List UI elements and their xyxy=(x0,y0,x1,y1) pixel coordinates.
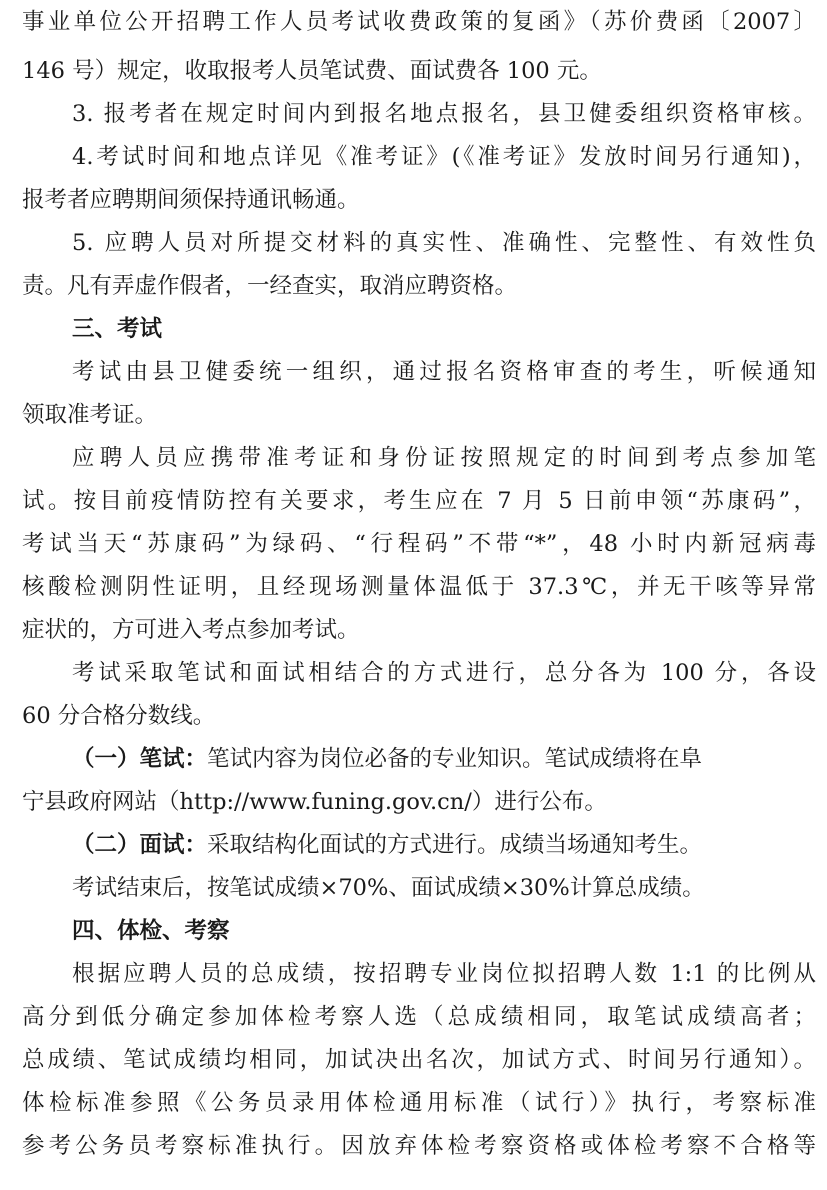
paragraph-line: 高分到低分确定参加体检考察人选（总成绩相同，取笔试成绩高者； xyxy=(22,1004,816,1030)
paragraph-line: 责。凡有弄虚作假者，一经查实，取消应聘资格。 xyxy=(22,273,518,299)
paragraph-line: 5. 应聘人员对所提交材料的真实性、准确性、完整性、有效性负 xyxy=(72,230,816,256)
paragraph-text: 笔试内容为岗位必备的专业知识。笔试成绩将在阜 xyxy=(207,746,703,772)
paragraph-line xyxy=(72,743,816,775)
paragraph-line: 宁县政府网站（http://www.funing.gov.cn/）进行公布。 xyxy=(22,789,607,815)
subsection-label: （一）笔试： xyxy=(72,746,208,772)
paragraph-line: 报考者应聘期间须保持通讯畅通。 xyxy=(22,187,360,213)
paragraph-line: 试。按目前疫情防控有关要求，考生应在 7 月 5 日前申领“苏康码”， xyxy=(22,488,816,514)
paragraph-line: 3. 报考者在规定时间内到报名地点报名，县卫健委组织资格审核。 xyxy=(72,101,816,127)
section-heading: 四、体检、考察 xyxy=(72,918,230,944)
paragraph-line: 总成绩、笔试成绩均相同，加试决出名次，加试方式、时间另行通知）。 xyxy=(22,1047,816,1073)
paragraph-line: 核酸检测阴性证明，且经现场测量体温低于 37.3℃，并无干咳等异常 xyxy=(22,574,816,600)
paragraph-line: 考试结束后，按笔试成绩×70%、面试成绩×30%计算总成绩。 xyxy=(72,875,705,901)
paragraph-line: 参考公务员考察标准执行。因放弃体检考察资格或体检考察不合格等 xyxy=(22,1133,816,1159)
paragraph-line: 146 号）规定，收取报考人员笔试费、面试费各 100 元。 xyxy=(22,58,602,84)
paragraph-line: 事业单位公开招聘工作人员考试收费政策的复函》（苏价费函〔2007〕 xyxy=(22,9,816,35)
section-heading: 三、考试 xyxy=(72,316,163,342)
paragraph-line: 应聘人员应携带准考证和身份证按照规定的时间到考点参加笔 xyxy=(72,445,816,471)
paragraph-line: 症状的，方可进入考点参加考试。 xyxy=(22,617,360,643)
paragraph-line xyxy=(72,829,702,861)
paragraph-line: 考试由县卫健委统一组织，通过报名资格审查的考生，听候通知 xyxy=(72,359,816,385)
paragraph-text: 采取结构化面试的方式进行。成绩当场通知考生。 xyxy=(207,832,703,858)
paragraph-line: 考试采取笔试和面试相结合的方式进行，总分各为 100 分，各设 xyxy=(72,660,816,686)
paragraph-line: 领取准考证。 xyxy=(22,402,158,428)
subsection-label: （二）面试： xyxy=(72,832,208,858)
paragraph-line: 根据应聘人员的总成绩，按招聘专业岗位拟招聘人数 1:1 的比例从 xyxy=(72,961,816,987)
paragraph-line: 60 分合格分数线。 xyxy=(22,703,216,729)
paragraph-line: 体检标准参照《公务员录用体检通用标准（试行）》执行，考察标准 xyxy=(22,1090,816,1116)
paragraph-line: 考试当天“苏康码”为绿码、“行程码”不带“*”，48 小时内新冠病毒 xyxy=(22,531,816,557)
paragraph-line: 4.考试时间和地点详见《准考证》(《准考证》发放时间另行通知)， xyxy=(72,144,816,170)
